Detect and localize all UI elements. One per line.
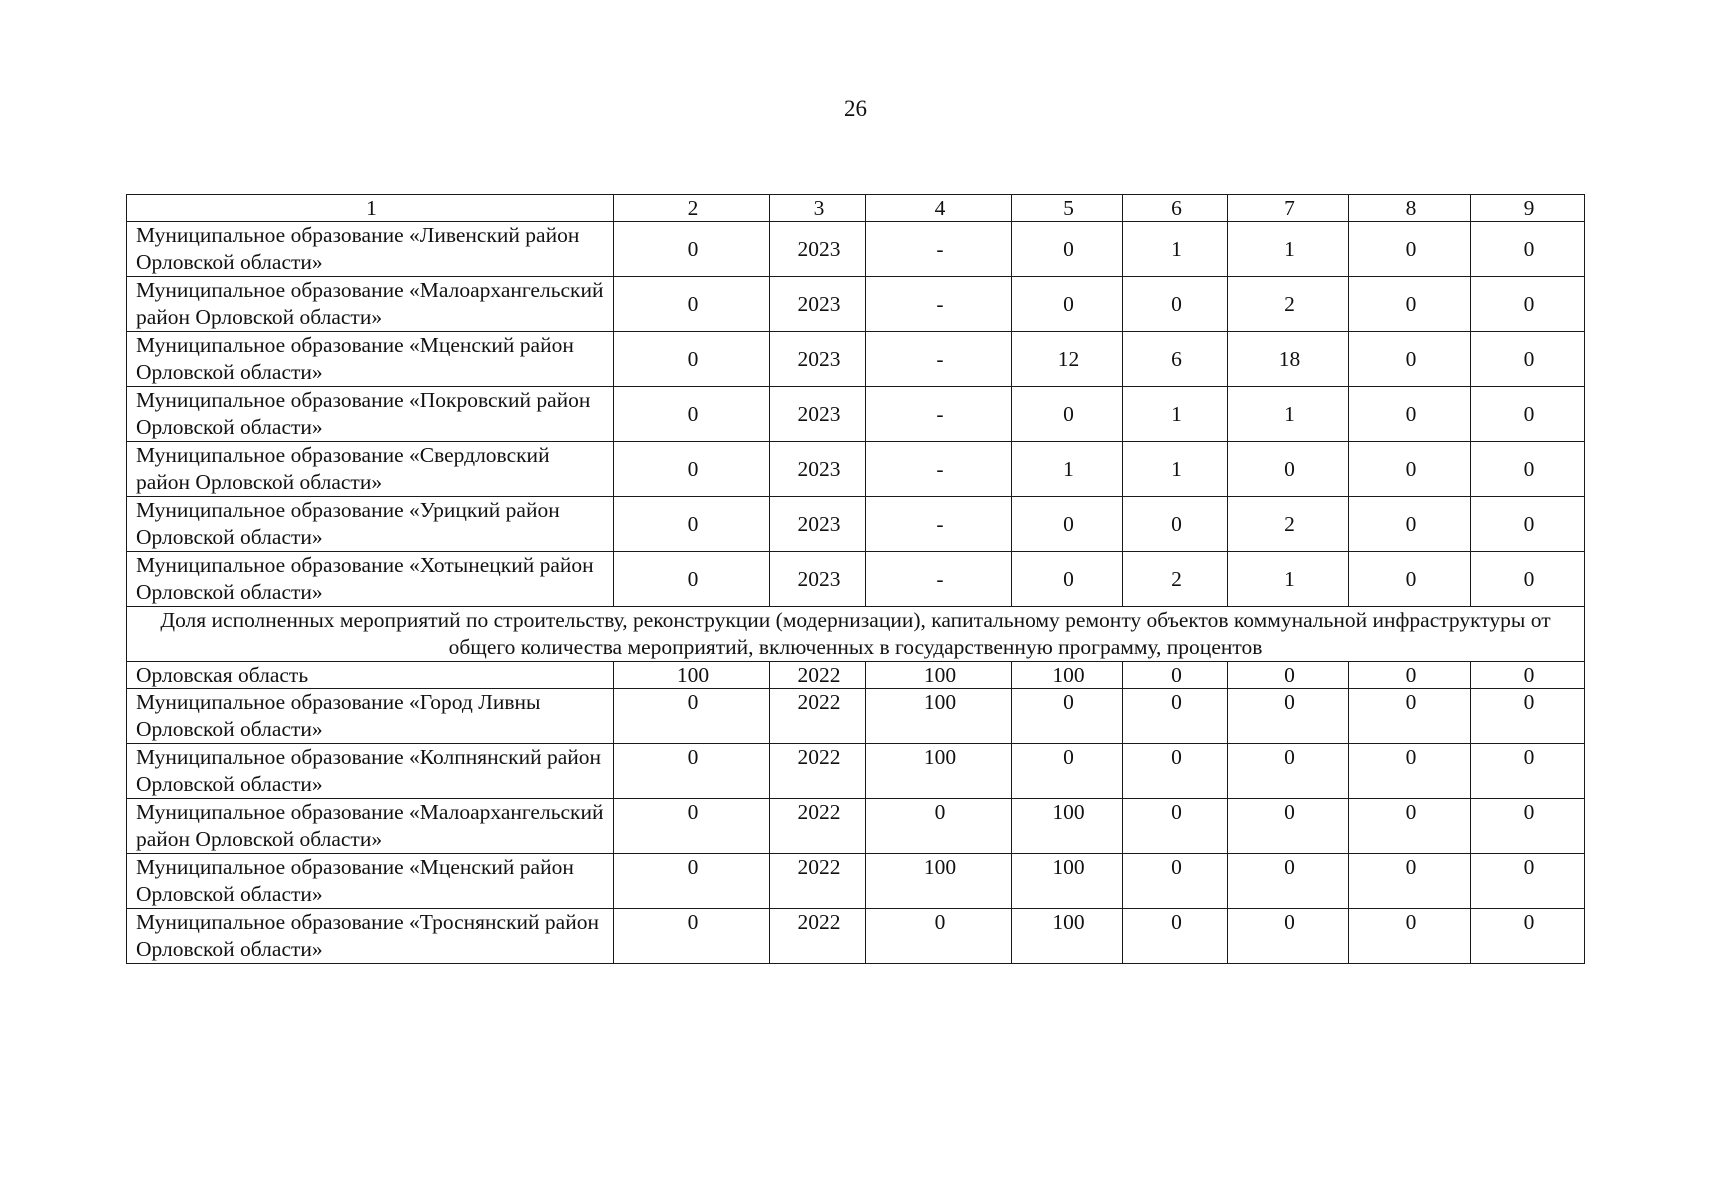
value-cell: - (866, 552, 1012, 607)
value-cell: - (866, 387, 1012, 442)
value-cell: 0 (1471, 689, 1585, 744)
value-cell: 0 (1349, 799, 1471, 854)
value-cell: 0 (1349, 909, 1471, 964)
value-cell: 0 (1471, 552, 1585, 607)
value-cell: 0 (1228, 662, 1349, 689)
municipality-name-cell: Муниципальное образование «Колпнянский район Орловской области» (127, 744, 614, 799)
value-cell: 1 (1228, 552, 1349, 607)
municipality-name-cell: Муниципальное образование «Свердловский район Орловской области» (127, 442, 614, 497)
table-row (127, 442, 1585, 497)
value-cell: 1 (1228, 222, 1349, 277)
value-cell: 2 (1228, 277, 1349, 332)
value-cell: 2023 (770, 552, 866, 607)
value-cell: 2022 (770, 909, 866, 964)
value-cell: 0 (1349, 387, 1471, 442)
column-number-cell: 1 (127, 195, 614, 222)
value-cell: 1 (1123, 442, 1228, 497)
value-cell: 0 (1123, 854, 1228, 909)
value-cell: 2023 (770, 277, 866, 332)
municipality-name-cell: Муниципальное образование «Хотынецкий район Орловской области» (127, 552, 614, 607)
municipality-name-cell: Муниципальное образование «Малоархангельский район Орловской области» (127, 277, 614, 332)
value-cell: 0 (1012, 744, 1123, 799)
column-number-cell: 4 (866, 195, 1012, 222)
page-number: 26 (844, 96, 867, 121)
value-cell: 0 (1012, 497, 1123, 552)
value-cell: 0 (1349, 497, 1471, 552)
value-cell: 100 (866, 689, 1012, 744)
value-cell: - (866, 497, 1012, 552)
table-row (127, 909, 1585, 964)
municipality-name-cell: Муниципальное образование «Урицкий район Орловской области» (127, 497, 614, 552)
value-cell: 0 (1012, 387, 1123, 442)
value-cell: 0 (1349, 552, 1471, 607)
value-cell: 0 (866, 909, 1012, 964)
value-cell: - (866, 222, 1012, 277)
value-cell: 0 (614, 744, 770, 799)
value-cell: 0 (1349, 662, 1471, 689)
value-cell: 0 (614, 332, 770, 387)
data-table (126, 194, 1585, 964)
value-cell: 0 (614, 854, 770, 909)
value-cell: 0 (1012, 222, 1123, 277)
value-cell: 0 (1228, 909, 1349, 964)
value-cell: 0 (1471, 909, 1585, 964)
value-cell: 0 (1349, 222, 1471, 277)
table-row (127, 744, 1585, 799)
value-cell: 0 (1349, 332, 1471, 387)
value-cell: 0 (1123, 277, 1228, 332)
value-cell: 0 (1471, 497, 1585, 552)
value-cell: 2022 (770, 689, 866, 744)
value-cell: 0 (1228, 799, 1349, 854)
value-cell: 18 (1228, 332, 1349, 387)
value-cell: 0 (614, 277, 770, 332)
value-cell: 2023 (770, 387, 866, 442)
value-cell: 2023 (770, 497, 866, 552)
value-cell: 0 (1123, 662, 1228, 689)
value-cell: 1 (1123, 222, 1228, 277)
table-body (127, 195, 1585, 964)
table-row (127, 222, 1585, 277)
value-cell: 0 (614, 387, 770, 442)
value-cell: - (866, 442, 1012, 497)
value-cell: 0 (614, 799, 770, 854)
municipality-name-cell: Муниципальное образование «Ливенский район Орловской области» (127, 222, 614, 277)
value-cell: 0 (1471, 854, 1585, 909)
value-cell: 1 (1228, 387, 1349, 442)
value-cell: 0 (1471, 662, 1585, 689)
table-row (127, 854, 1585, 909)
table-row (127, 662, 1585, 689)
value-cell: 0 (1471, 744, 1585, 799)
table-row (127, 552, 1585, 607)
value-cell: 2022 (770, 799, 866, 854)
table-row (127, 799, 1585, 854)
municipality-name-cell: Муниципальное образование «Мценский район Орловской области» (127, 332, 614, 387)
value-cell: 0 (1228, 744, 1349, 799)
municipality-name-cell: Муниципальное образование «Покровский район Орловской области» (127, 387, 614, 442)
value-cell: 0 (1012, 552, 1123, 607)
section-title: Доля исполненных мероприятий по строительству, реконструкции (модернизации), капитальному ремонту объектов коммунальной инфраструктуры от общего количества мероприятий, включенных в государственную программу, процентов (127, 607, 1585, 662)
value-cell: 0 (1471, 387, 1585, 442)
value-cell: 0 (1228, 689, 1349, 744)
column-number-cell: 9 (1471, 195, 1585, 222)
value-cell: 0 (1471, 222, 1585, 277)
value-cell: 0 (1012, 277, 1123, 332)
value-cell: 100 (614, 662, 770, 689)
value-cell: 12 (1012, 332, 1123, 387)
table-row (127, 497, 1585, 552)
value-cell: 0 (1123, 689, 1228, 744)
value-cell: 100 (1012, 662, 1123, 689)
value-cell: 0 (1123, 909, 1228, 964)
value-cell: 0 (1471, 277, 1585, 332)
municipality-name-cell: Муниципальное образование «Мценский район Орловской области» (127, 854, 614, 909)
value-cell: 0 (614, 689, 770, 744)
value-cell: 0 (614, 442, 770, 497)
value-cell: - (866, 332, 1012, 387)
column-number-cell: 8 (1349, 195, 1471, 222)
value-cell: 0 (1471, 442, 1585, 497)
value-cell: 0 (1349, 277, 1471, 332)
value-cell: 0 (1123, 744, 1228, 799)
value-cell: 2 (1123, 552, 1228, 607)
column-number-cell: 6 (1123, 195, 1228, 222)
column-number-cell: 3 (770, 195, 866, 222)
region-name-cell: Орловская область (127, 662, 614, 689)
municipality-name-cell: Муниципальное образование «Малоархангельский район Орловской области» (127, 799, 614, 854)
value-cell: 0 (1471, 799, 1585, 854)
municipality-name-cell: Муниципальное образование «Троснянский район Орловской области» (127, 909, 614, 964)
value-cell: 0 (1349, 744, 1471, 799)
value-cell: 0 (1123, 497, 1228, 552)
value-cell: 0 (1349, 854, 1471, 909)
value-cell: 1 (1012, 442, 1123, 497)
value-cell: 0 (1228, 442, 1349, 497)
value-cell: 2022 (770, 744, 866, 799)
value-cell: 1 (1123, 387, 1228, 442)
value-cell: 2022 (770, 854, 866, 909)
column-number-cell: 5 (1012, 195, 1123, 222)
value-cell: 0 (1349, 689, 1471, 744)
table-row (127, 387, 1585, 442)
value-cell: 0 (614, 497, 770, 552)
value-cell: 2 (1228, 497, 1349, 552)
value-cell: 100 (866, 854, 1012, 909)
value-cell: 0 (1471, 332, 1585, 387)
value-cell: 2023 (770, 222, 866, 277)
value-cell: - (866, 277, 1012, 332)
value-cell: 100 (1012, 909, 1123, 964)
value-cell: 100 (1012, 799, 1123, 854)
value-cell: 100 (1012, 854, 1123, 909)
value-cell: 0 (1012, 689, 1123, 744)
value-cell: 100 (866, 662, 1012, 689)
value-cell: 0 (1228, 854, 1349, 909)
table-row (127, 277, 1585, 332)
value-cell: 0 (614, 552, 770, 607)
column-number-cell: 7 (1228, 195, 1349, 222)
value-cell: 0 (866, 799, 1012, 854)
column-number-row (127, 195, 1585, 222)
value-cell: 0 (614, 909, 770, 964)
value-cell: 0 (1349, 442, 1471, 497)
municipality-name-cell: Муниципальное образование «Город Ливны Орловской области» (127, 689, 614, 744)
table-row (127, 689, 1585, 744)
value-cell: 0 (614, 222, 770, 277)
value-cell: 100 (866, 744, 1012, 799)
section-title-row (127, 607, 1585, 662)
value-cell: 2022 (770, 662, 866, 689)
value-cell: 6 (1123, 332, 1228, 387)
column-number-cell: 2 (614, 195, 770, 222)
value-cell: 2023 (770, 442, 866, 497)
value-cell: 0 (1123, 799, 1228, 854)
table-row (127, 332, 1585, 387)
value-cell: 2023 (770, 332, 866, 387)
